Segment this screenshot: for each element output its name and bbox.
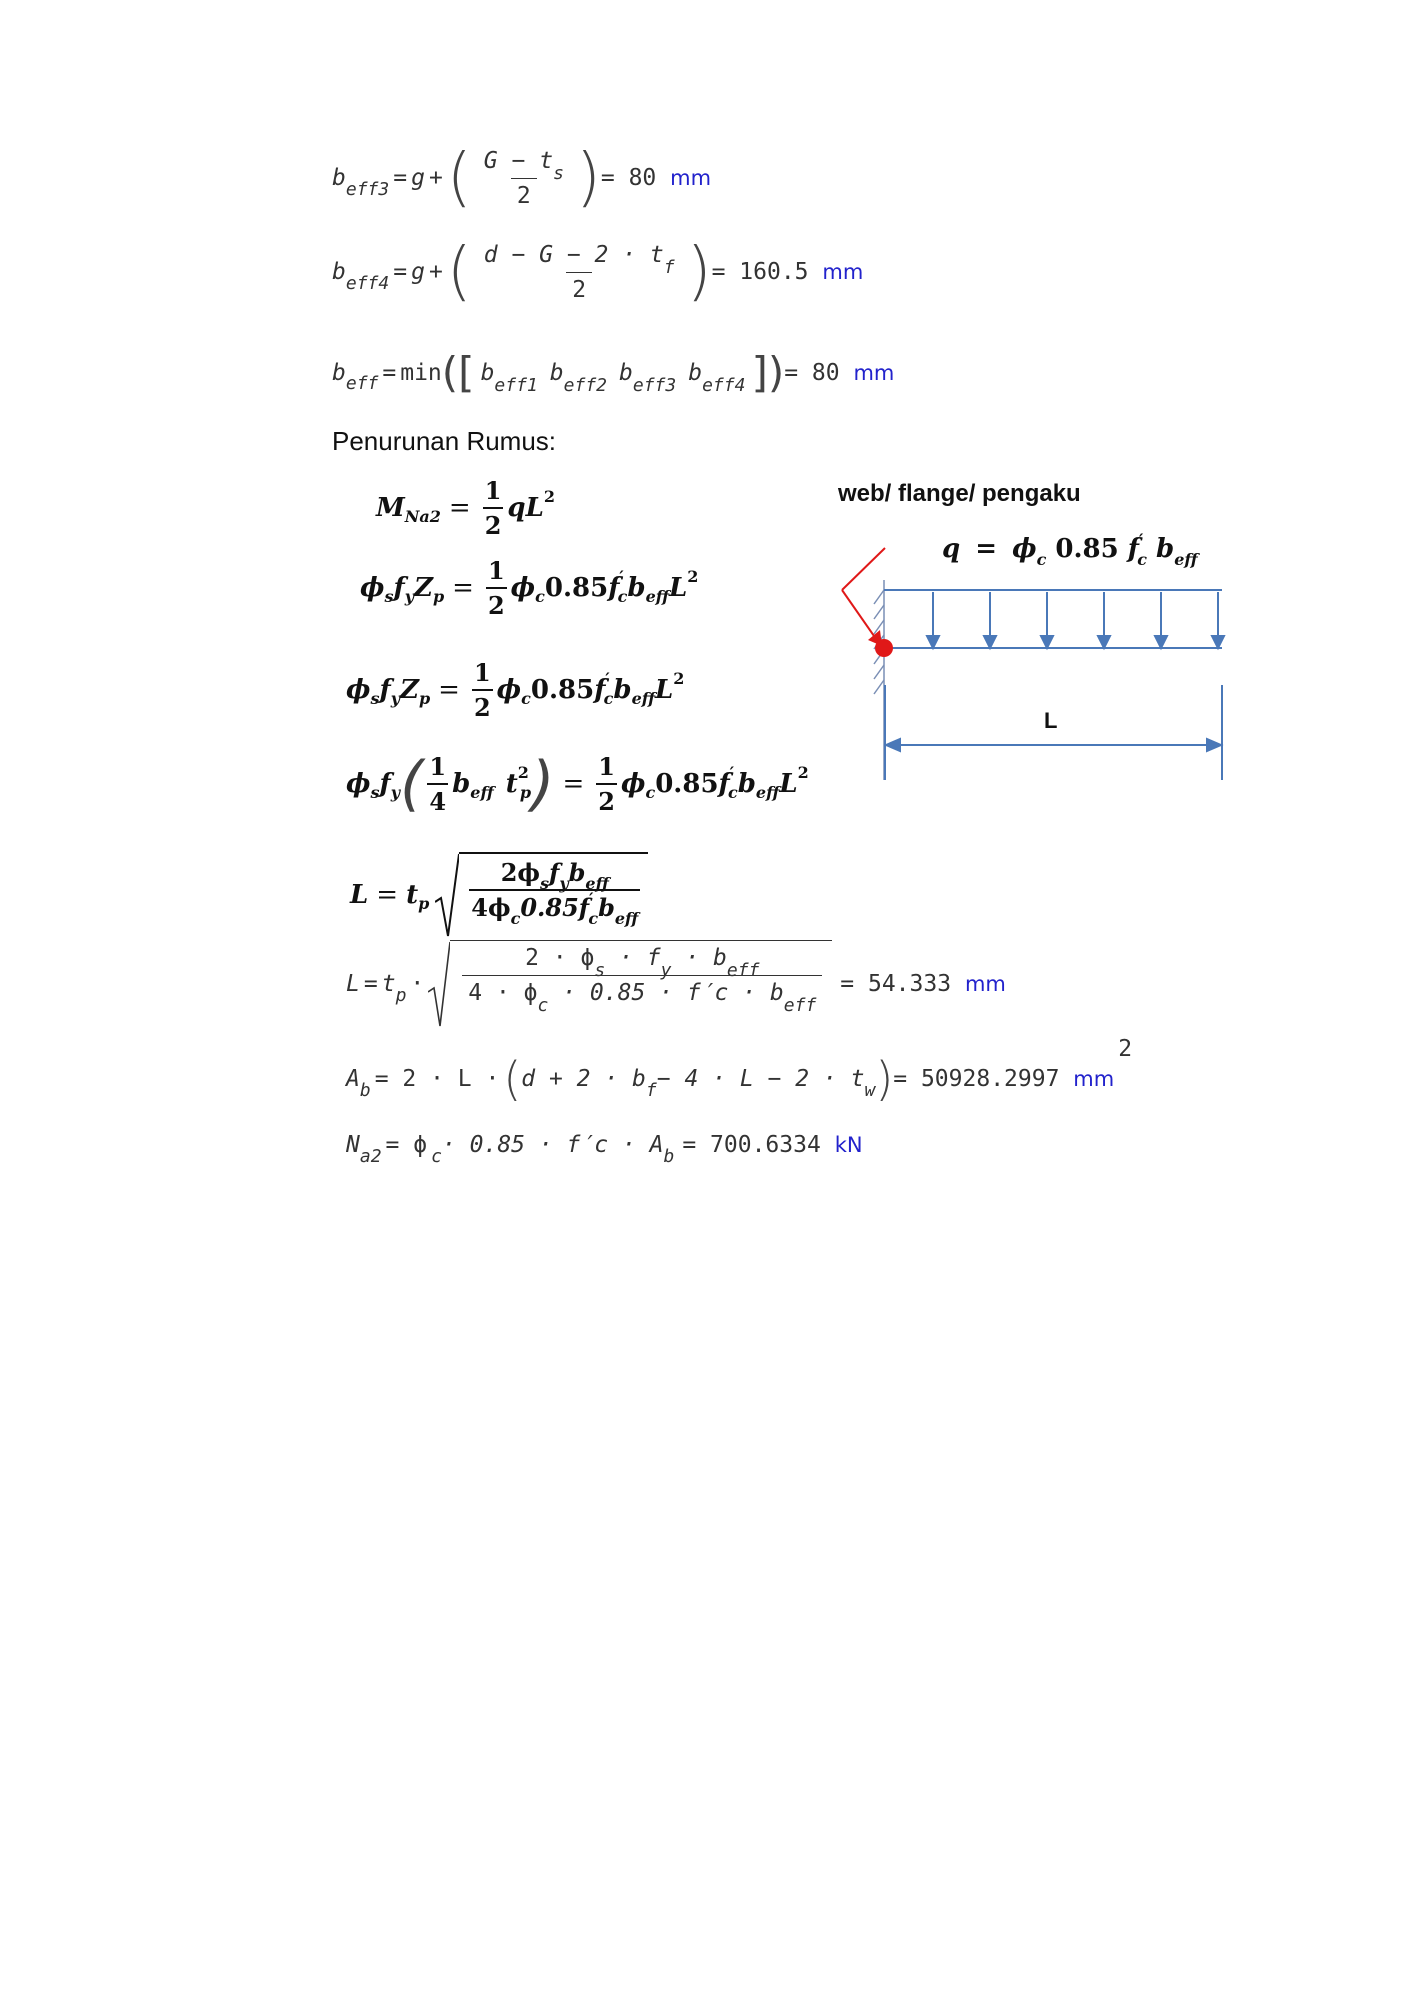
tp-subscript: p [395, 984, 407, 1006]
L-symbol: L [654, 675, 674, 705]
phi-c-subscript: c [535, 586, 545, 606]
prime: ′ [729, 762, 734, 782]
derivation-line-1 [376, 476, 555, 540]
item-base: b [619, 359, 633, 386]
paren-part-1: d + 2 · b [521, 1066, 646, 1092]
coefficient: 0.85 [1055, 534, 1119, 564]
prime: ′ [1138, 530, 1144, 549]
fy-symbol: f [379, 769, 391, 799]
g-symbol: g [411, 165, 425, 191]
L-result: = 54.333 [840, 971, 952, 997]
beff4-result: = 160.5 [711, 259, 809, 285]
equation-beff4 [332, 235, 864, 309]
Zp-symbol: Z [399, 675, 419, 705]
derivation-line-4 [346, 749, 809, 819]
tp-subscript: p [418, 893, 430, 913]
unit-mm2: mm [1073, 1067, 1115, 1091]
denominator: 2 [566, 272, 592, 303]
beff3-subscript: eff3 [345, 178, 390, 200]
left-paren: ( [441, 348, 459, 397]
coefficient: 0.85 [544, 573, 609, 603]
unit-mm: mm [670, 166, 712, 190]
unit-mm: mm [822, 260, 864, 284]
equation-Na2 [346, 1132, 863, 1167]
beff-subscript: eff [783, 995, 817, 1016]
phi-s-subscript: s [594, 960, 606, 981]
plus-sign: + [428, 259, 443, 285]
beff-symbol: b [627, 573, 646, 603]
phi-subscript: s [384, 586, 394, 606]
Zp-symbol: Z [413, 573, 433, 603]
phi-c-subscript: c [521, 688, 531, 708]
numerator: 1 [484, 476, 502, 505]
square-root [435, 852, 648, 938]
equals-sign: = [438, 675, 460, 705]
unit-mm: mm [964, 972, 1006, 996]
equation-beff3 [332, 141, 712, 215]
fy-subscript: y [660, 960, 672, 981]
fraction [478, 148, 570, 209]
equals-sign: = [452, 573, 474, 603]
fc-subscript: c [617, 586, 628, 606]
left-paren: ( [446, 141, 472, 215]
equals-sign: = [376, 880, 399, 910]
pin-node [875, 639, 893, 657]
denominator: 2 [472, 689, 493, 722]
fy-symbol: f [393, 573, 405, 603]
Ab-subscript: b [663, 1145, 675, 1167]
f-subscript: y [404, 586, 414, 606]
Na2-result: = 700.6334 [682, 1132, 821, 1158]
right-paren: ) [575, 141, 601, 215]
half-fraction [483, 476, 504, 540]
tp-symbol: t [406, 880, 419, 910]
dot-operator: · [410, 971, 425, 997]
fc-subscript: c [588, 909, 599, 928]
Ab-result: = 50928.2997 [893, 1066, 1060, 1092]
Ab-subscript: b [359, 1079, 371, 1101]
unit-exponent: 2 [1118, 1036, 1133, 1062]
fc-subscript: c [603, 688, 614, 708]
equals-sign: = [562, 769, 585, 799]
L-exponent: 2 [797, 762, 809, 782]
half-fraction [486, 556, 507, 620]
prime: ′ [619, 566, 624, 586]
equals-sign: = [382, 359, 397, 386]
phi-c-subscript: c [645, 782, 656, 802]
beff-subscript: eff [345, 373, 379, 394]
L-exponent: 2 [673, 668, 685, 688]
square-root [428, 940, 832, 1028]
Z-subscript: p [432, 586, 445, 606]
t-exponent: 2 [517, 762, 529, 782]
item-base: b [688, 359, 703, 386]
item-subscript: eff3 [632, 374, 677, 396]
quarter-fraction [427, 752, 448, 816]
load-arrows [927, 592, 1224, 648]
radical-sign-icon [435, 852, 459, 938]
fc-subscript: c [727, 782, 738, 802]
fc-symbol: f [594, 675, 606, 705]
A-symbol: A [346, 1066, 360, 1092]
equals-sign: = [448, 493, 471, 523]
beff2-item [549, 359, 607, 396]
b-symbol: b [568, 858, 586, 887]
half-fraction [596, 752, 617, 816]
bf-subscript: f [645, 1079, 657, 1101]
fixed-support-hatch [874, 580, 884, 780]
N-symbol: N [346, 1132, 360, 1158]
phi-c-symbol: ϕ [510, 573, 536, 603]
left-paren: ( [503, 1052, 522, 1106]
equals-sign: = [393, 165, 408, 191]
right-bracket: ] [751, 348, 768, 397]
numerator: 1 [487, 556, 505, 585]
G-symbol: G [483, 147, 498, 174]
fc-symbol: f [718, 769, 730, 799]
L-symbol: L [779, 769, 798, 799]
derivation-line-2 [360, 556, 698, 620]
phi-subscript: c [1036, 550, 1047, 569]
fc-symbol: f [608, 573, 620, 603]
beff-symbol: b [737, 769, 756, 799]
denominator [462, 975, 822, 1016]
denominator: 2 [596, 783, 617, 816]
beff-subscript: eff [585, 874, 609, 893]
cantilever-diagram [838, 480, 1228, 800]
item-subscript: eff4 [702, 374, 746, 396]
right-paren: ) [686, 235, 712, 309]
min-function: min [400, 359, 442, 386]
item-base: b [480, 359, 495, 386]
phi-s-subscript: s [540, 874, 550, 893]
derivation-line-3 [346, 658, 684, 722]
right-paren: ) [875, 1052, 894, 1106]
phi-c-subscript: c [431, 1145, 442, 1167]
f-symbol: f [1127, 534, 1139, 564]
b-symbol: b [598, 893, 615, 922]
phi-subscript: s [370, 782, 380, 802]
fc-subscript: c [1137, 550, 1147, 569]
span-label: L [1044, 708, 1058, 733]
diagram-title: web/ flange/ pengaku [838, 480, 1081, 507]
phi-s-symbol: ϕ [346, 675, 371, 705]
M-symbol: M [376, 493, 405, 523]
L-exponent: 2 [543, 486, 556, 506]
num-part-1: 2 · ϕ [525, 945, 595, 971]
tp-symbol: t [381, 971, 396, 997]
half-fraction [472, 658, 493, 722]
beff-subscript: eff [631, 688, 655, 708]
plus-sign: + [428, 165, 443, 191]
num-coefficient: 2ϕ [500, 858, 540, 887]
numerator: 1 [473, 658, 491, 687]
tp-symbol: t [505, 769, 518, 799]
num-part-3: · b [671, 945, 727, 971]
t-symbol: t [539, 147, 554, 174]
numerator [519, 945, 765, 981]
L-symbol: L [668, 573, 688, 603]
numerator [499, 858, 611, 893]
phi-subscript: s [370, 688, 380, 708]
qL-symbol: qL [507, 493, 544, 523]
equation-Ab [346, 1036, 1133, 1106]
Na2-subscript: a2 [359, 1145, 382, 1167]
M-subscript: Na2 [404, 506, 441, 526]
den-part-1: 4 · ϕ [468, 980, 538, 1006]
Na2-prefix: = ϕ [385, 1132, 428, 1158]
right-paren: ) [767, 348, 785, 397]
f-symbol: f [549, 858, 560, 887]
right-paren: ) [531, 749, 555, 819]
fy-subscript: y [559, 874, 569, 893]
minus-sign: − [511, 147, 526, 174]
phi-c-symbol: ϕ [496, 675, 522, 705]
phi-c-symbol: ϕ [620, 769, 646, 799]
fy-symbol: f [379, 675, 391, 705]
radicand [450, 940, 832, 1028]
beff-symbol: b [332, 359, 346, 386]
coefficient: 0.85 [530, 675, 595, 705]
item-subscript: eff1 [494, 374, 538, 396]
fraction [478, 242, 681, 303]
left-bracket: [ [458, 348, 475, 397]
radical-sign-icon [428, 940, 450, 1028]
beff-subscript: eff [645, 586, 669, 606]
beff-subscript: eff [755, 782, 780, 802]
radicand-fraction [462, 945, 822, 1016]
beff-subscript: eff [614, 909, 639, 928]
unit-mm: mm [853, 360, 895, 385]
phi-s-symbol: ϕ [360, 573, 385, 603]
beff-subscript: eff [1174, 550, 1198, 569]
paren-part-2: − 4 · L − 2 · t [656, 1066, 865, 1092]
tw-subscript: w [864, 1079, 876, 1101]
numerator-text: d − G − 2 · t [483, 241, 664, 268]
beff4-item [688, 359, 746, 396]
equals-sign: = [393, 259, 408, 285]
q-symbol: q [942, 534, 961, 564]
numerator [478, 147, 570, 184]
section-heading: Penurunan Rumus: [332, 426, 557, 456]
radicand-fraction [469, 858, 640, 928]
beff4-symbol: b [332, 259, 346, 285]
left-paren: ( [446, 235, 472, 309]
derivation-line-5 [350, 852, 648, 938]
denominator: 2 [511, 178, 537, 209]
beff3-symbol: b [332, 165, 346, 191]
prime: ′ [605, 668, 610, 688]
beff3-item [619, 359, 677, 396]
item-subscript: eff2 [563, 374, 607, 396]
beff-result: = 80 [784, 359, 840, 386]
equation-L [346, 940, 1006, 1028]
equals-sign: = [975, 534, 998, 564]
f-subscript: y [390, 782, 400, 802]
Na2-middle: · 0.85 · f′c · A [441, 1132, 664, 1158]
den-middle: 0.85f [520, 893, 590, 922]
ts-subscript: s [553, 162, 564, 184]
den-part-2: · 0.85 · f′c · b [548, 980, 784, 1006]
equation-beff-min [332, 348, 894, 397]
t-subscript: p [519, 782, 532, 802]
beff-symbol: b [452, 769, 471, 799]
beff-subscript: eff [470, 782, 494, 802]
beff-subscript: eff [726, 960, 760, 981]
radicand [459, 852, 648, 938]
coefficient: 0.85 [655, 769, 719, 799]
num-part-2: · f [605, 945, 661, 971]
left-paren: ( [399, 749, 424, 819]
item-base: b [549, 359, 564, 386]
denominator: 2 [486, 587, 507, 620]
beam-drawing [838, 480, 1228, 800]
equals-sign: = [363, 971, 378, 997]
numerator: 1 [598, 752, 615, 781]
L-symbol: L [350, 880, 369, 910]
beff-symbol: b [613, 675, 632, 705]
f-subscript: y [390, 688, 400, 708]
prime: ′ [589, 889, 594, 908]
numerator [478, 241, 681, 278]
beff3-result: = 80 [600, 165, 657, 191]
Ab-prefix: = 2 · L · [374, 1066, 500, 1092]
den-coefficient: 4ϕ [471, 893, 511, 922]
phi-c-subscript: c [510, 909, 521, 928]
L-symbol: L [346, 971, 360, 997]
numerator: 1 [429, 752, 447, 781]
denominator: 2 [483, 507, 504, 540]
beff4-subscript: eff4 [345, 272, 390, 294]
denominator: 4 [427, 783, 448, 816]
phi-symbol: ϕ [1012, 534, 1037, 564]
Z-subscript: p [418, 688, 431, 708]
denominator [469, 889, 640, 928]
b-symbol: b [1156, 534, 1175, 564]
unit-kN: kN [834, 1133, 863, 1157]
tf-subscript: f [663, 256, 675, 278]
g-symbol: g [411, 259, 425, 285]
beff1-item [480, 359, 538, 396]
phi-c-subscript: c [537, 995, 549, 1016]
L-exponent: 2 [687, 566, 699, 586]
phi-s-symbol: ϕ [346, 769, 371, 799]
